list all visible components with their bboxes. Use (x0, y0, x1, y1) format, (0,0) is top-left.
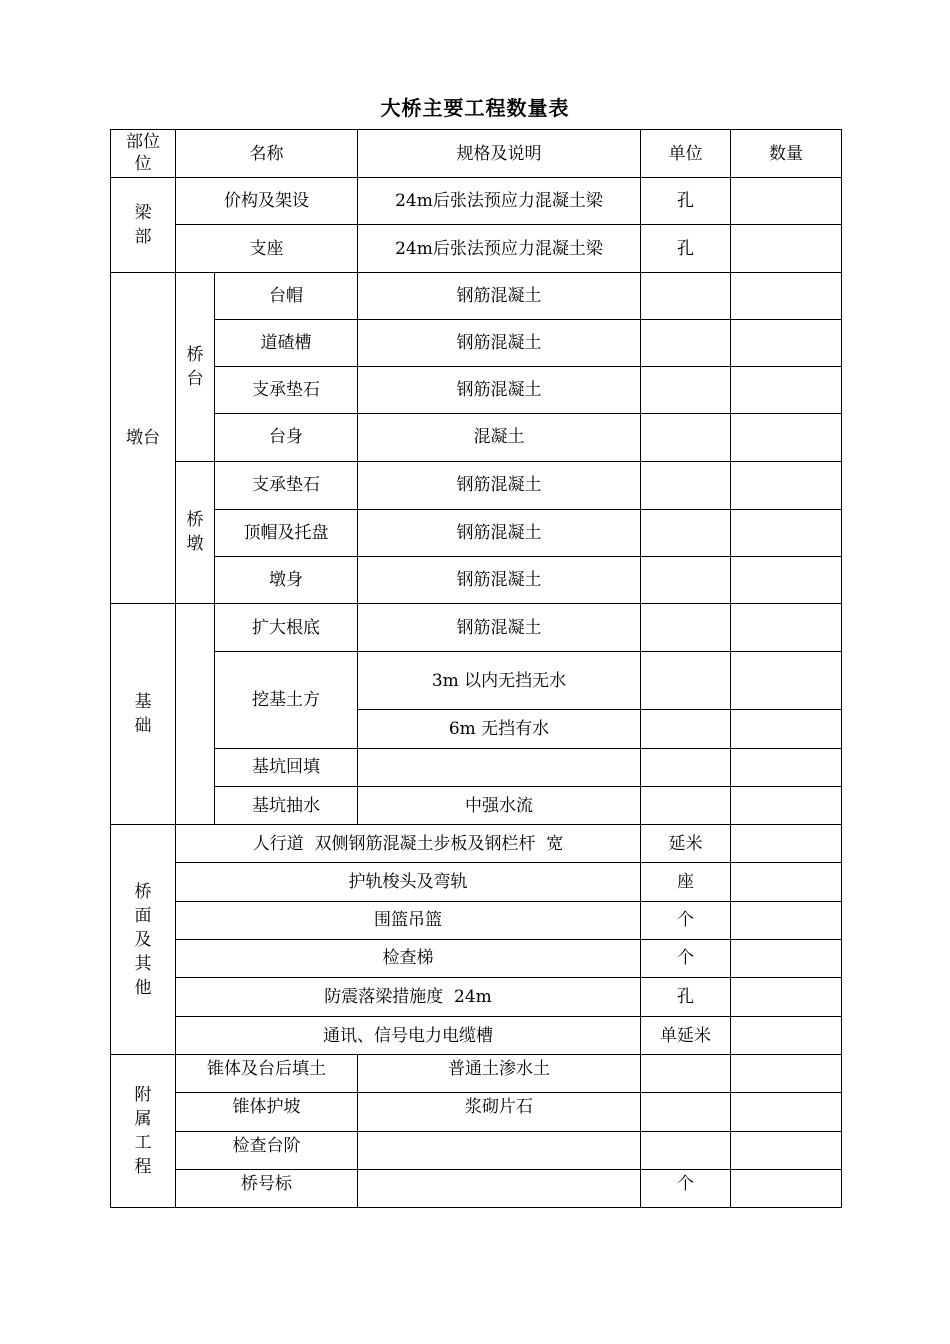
table-row (111, 178, 842, 225)
section-label-deck: 桥面及其他 (111, 825, 176, 1055)
row-desc: 护轨梭头及弯轨 (176, 863, 641, 901)
row-name: 台帽 (215, 272, 358, 319)
row-unit: 个 (641, 939, 731, 977)
row-qty (731, 748, 842, 786)
row-name: 支座 (176, 225, 358, 272)
row-unit (641, 604, 731, 652)
row-qty (731, 1055, 842, 1093)
header-qty: 数量 (731, 130, 842, 178)
row-spec: 混凝土 (358, 414, 641, 461)
row-qty (731, 272, 842, 319)
row-qty (731, 709, 842, 748)
table-row (111, 509, 842, 556)
table-row (111, 939, 842, 977)
section-label-beam: 梁部 (111, 178, 176, 272)
row-unit: 个 (641, 901, 731, 939)
table-row (111, 977, 842, 1016)
row-unit (641, 319, 731, 366)
table-row (111, 461, 842, 509)
row-name: 价构及架设 (176, 178, 358, 225)
row-name: 锥体及台后填土 (176, 1055, 358, 1093)
row-qty (731, 604, 842, 652)
row-qty (731, 939, 842, 977)
row-qty (731, 225, 842, 272)
row-name: 支承垫石 (215, 367, 358, 414)
row-unit: 孔 (641, 178, 731, 225)
row-spec: 钢筋混凝土 (358, 367, 641, 414)
table-row (111, 319, 842, 366)
page-title: 大桥主要工程数量表 (380, 96, 570, 120)
row-unit (641, 272, 731, 319)
row-desc: 检查梯 (176, 939, 641, 977)
section-label-pier-abutment: 墩台 (111, 272, 176, 604)
header-spec: 规格及说明 (358, 130, 641, 178)
row-name: 道碴槽 (215, 319, 358, 366)
row-unit (641, 652, 731, 709)
row-unit (641, 787, 731, 825)
row-desc: 围篮吊篮 (176, 901, 641, 939)
row-qty (731, 825, 842, 863)
row-spec: 钢筋混凝土 (358, 604, 641, 652)
header-part: 部位位 (111, 130, 176, 178)
row-spec: 钢筋混凝土 (358, 272, 641, 319)
row-unit: 个 (641, 1169, 731, 1207)
row-spec (358, 1169, 641, 1207)
row-qty (731, 461, 842, 509)
row-spec (358, 748, 641, 786)
header-name: 名称 (176, 130, 358, 178)
table-row (111, 604, 842, 652)
table-row (111, 1017, 842, 1055)
row-spec: 钢筋混凝土 (358, 556, 641, 603)
row-name: 顶帽及托盘 (215, 509, 358, 556)
row-spec: 普通土渗水土 (358, 1055, 641, 1093)
table-row (111, 225, 842, 272)
quantity-table (110, 129, 842, 1208)
row-qty (731, 319, 842, 366)
row-spec: 24m后张法预应力混凝土梁 (358, 225, 641, 272)
row-spec: 中强水流 (358, 787, 641, 825)
subsection-label-pier: 桥墩 (176, 461, 215, 604)
table-row (111, 748, 842, 786)
row-unit (641, 1055, 731, 1093)
foundation-blank-cell (176, 604, 215, 825)
row-spec: 浆砌片石 (358, 1093, 641, 1131)
row-name: 墩身 (215, 556, 358, 603)
row-unit (641, 709, 731, 748)
row-unit (641, 556, 731, 603)
row-unit: 孔 (641, 225, 731, 272)
table-row (111, 556, 842, 603)
row-name: 基坑抽水 (215, 787, 358, 825)
row-qty (731, 367, 842, 414)
row-spec: 6m 无挡有水 (358, 709, 641, 748)
row-qty (731, 977, 842, 1016)
row-qty (731, 863, 842, 901)
row-name: 扩大根底 (215, 604, 358, 652)
section-label-ancillary: 附属工程 (111, 1055, 176, 1208)
row-name: 台身 (215, 414, 358, 461)
row-unit (641, 1093, 731, 1131)
row-spec: 3m 以内无挡无水 (358, 652, 641, 709)
table-row (111, 367, 842, 414)
row-qty (731, 509, 842, 556)
row-qty (731, 1017, 842, 1055)
row-qty (731, 787, 842, 825)
row-qty (731, 652, 842, 709)
table-row (111, 1131, 842, 1169)
header-row (111, 130, 842, 178)
row-qty (731, 178, 842, 225)
row-spec: 钢筋混凝土 (358, 319, 641, 366)
row-unit: 座 (641, 863, 731, 901)
table-row (111, 787, 842, 825)
row-qty (731, 556, 842, 603)
table-row (111, 901, 842, 939)
table-row (111, 652, 842, 709)
row-unit (641, 1131, 731, 1169)
section-label-foundation: 基础 (111, 604, 176, 825)
row-qty (731, 414, 842, 461)
table-row (111, 1093, 842, 1131)
row-unit (641, 748, 731, 786)
table-row (111, 825, 842, 863)
row-desc: 人行道 双侧钢筋混凝土步板及钢栏杆 宽 (176, 825, 641, 863)
row-qty (731, 1131, 842, 1169)
row-qty (731, 901, 842, 939)
row-unit: 延米 (641, 825, 731, 863)
row-unit: 孔 (641, 977, 731, 1016)
header-unit: 单位 (641, 130, 731, 178)
row-name: 检查台阶 (176, 1131, 358, 1169)
table-row (111, 863, 842, 901)
row-spec: 钢筋混凝土 (358, 461, 641, 509)
row-unit (641, 509, 731, 556)
row-name: 基坑回填 (215, 748, 358, 786)
row-spec: 24m后张法预应力混凝土梁 (358, 178, 641, 225)
row-desc: 防震落梁措施度 24m (176, 977, 641, 1016)
row-spec: 钢筋混凝土 (358, 509, 641, 556)
row-name: 桥号标 (176, 1169, 358, 1207)
table-row (111, 1169, 842, 1207)
row-unit (641, 414, 731, 461)
row-name: 支承垫石 (215, 461, 358, 509)
row-qty (731, 1169, 842, 1207)
row-spec (358, 1131, 641, 1169)
row-unit: 单延米 (641, 1017, 731, 1055)
row-unit (641, 461, 731, 509)
table-row (111, 1055, 842, 1093)
row-name: 锥体护坡 (176, 1093, 358, 1131)
table-row (111, 414, 842, 461)
row-desc: 通讯、信号电力电缆槽 (176, 1017, 641, 1055)
row-name: 挖基土方 (215, 652, 358, 748)
subsection-label-abutment: 桥台 (176, 272, 215, 461)
row-unit (641, 367, 731, 414)
row-qty (731, 1093, 842, 1131)
table-row (111, 272, 842, 319)
